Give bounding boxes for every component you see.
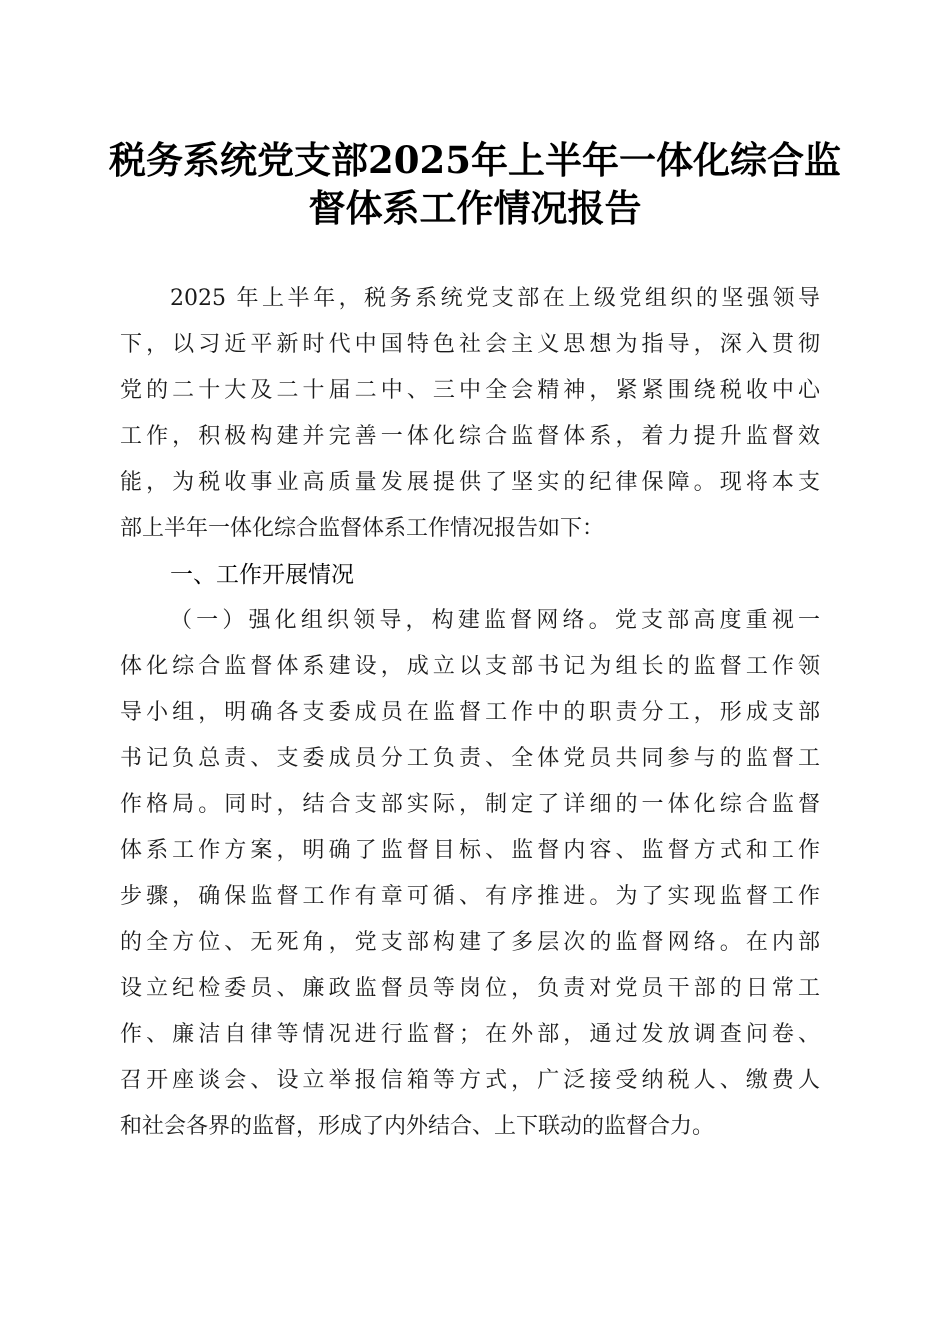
document-body <box>120 276 820 1150</box>
intro-line-4: 工作，积极构建并完善一体化综合监督体系，着力提升监督效 <box>120 424 820 449</box>
subsection-line-3: 导小组，明确各支委成员在监督工作中的职责分工，形成支部 <box>120 700 820 725</box>
subsection-line-4: 书记负总责、支委成员分工负责、全体党员共同参与的监督工 <box>120 746 820 771</box>
intro-line-1: 2025 年上半年，税务系统党支部在上级党组织的坚强领导 <box>170 286 820 311</box>
document-title <box>100 136 850 232</box>
title-line-2: 督体系工作情况报告 <box>308 186 642 230</box>
intro-line-2: 下，以习近平新时代中国特色社会主义思想为指导，深入贯彻 <box>120 332 820 357</box>
subsection-line-6: 体系工作方案，明确了监督目标、监督内容、监督方式和工作 <box>120 838 820 863</box>
title-line-1: 税务系统党支部2025年上半年一体化综合监 <box>109 138 841 182</box>
subsection-line-5: 作格局。同时，结合支部实际，制定了详细的一体化综合监督 <box>120 792 820 817</box>
subsection-line-11: 召开座谈会、设立举报信箱等方式，广泛接受纳税人、缴费人 <box>120 1068 820 1093</box>
subsection-line-2: 体化综合监督体系建设，成立以支部书记为组长的监督工作领 <box>120 654 820 679</box>
intro-line-3: 党的二十大及二十届二中、三中全会精神，紧紧围绕税收中心 <box>120 378 820 403</box>
intro-line-6: 部上半年一体化综合监督体系工作情况报告如下： <box>120 516 605 541</box>
subsection-line-10: 作、廉洁自律等情况进行监督；在外部，通过发放调查问卷、 <box>120 1022 820 1047</box>
intro-line-5: 能，为税收事业高质量发展提供了坚实的纪律保障。现将本支 <box>120 470 820 495</box>
subsection-line-12: 和社会各界的监督，形成了内外结合、上下联动的监督合力。 <box>120 1114 715 1139</box>
subsection-line-1: （一）强化组织领导，构建监督网络。党支部高度重视一 <box>170 608 820 633</box>
subsection-line-9: 设立纪检委员、廉政监督员等岗位，负责对党员干部的日常工 <box>120 976 820 1001</box>
section-heading: 一、工作开展情况 <box>170 562 354 588</box>
subsection-line-7: 步骤，确保监督工作有章可循、有序推进。为了实现监督工作 <box>120 884 820 909</box>
subsection-line-8: 的全方位、无死角，党支部构建了多层次的监督网络。在内部 <box>120 930 820 955</box>
